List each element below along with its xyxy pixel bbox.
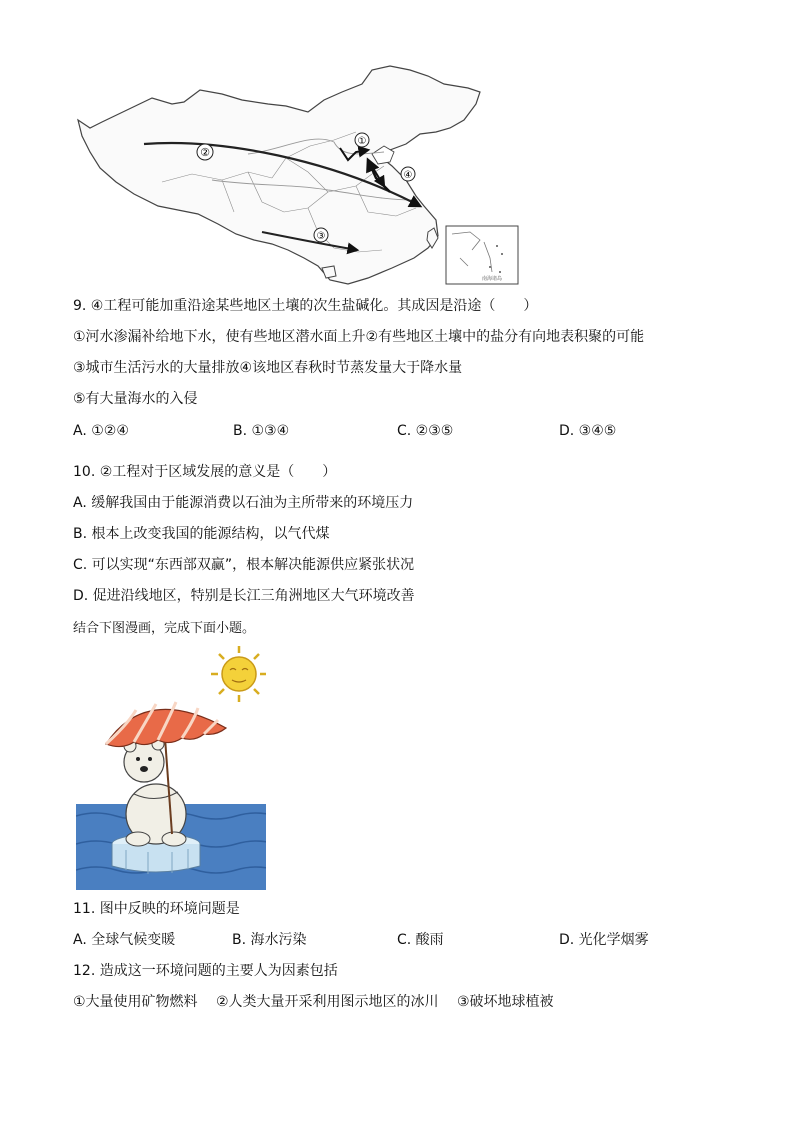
marker-4: [401, 167, 415, 181]
svg-text:②: ②: [200, 146, 210, 159]
q10-option-c[interactable]: C. 可以实现“东西部双赢”，根本解决能源供应紧张状况: [73, 557, 415, 573]
svg-text:①: ①: [357, 136, 367, 147]
q11-option-c[interactable]: C. 酸雨: [397, 932, 444, 948]
q11-stem: 11. 图中反映的环境问题是: [73, 901, 240, 917]
q12-stem: 12. 造成这一环境问题的主要人为因素包括: [73, 963, 338, 979]
q11-options: [73, 930, 713, 950]
china-map-figure: [72, 62, 522, 287]
q10-stem: 10. ②工程对于区域发展的意义是（ ）: [73, 464, 337, 480]
china-outline: [78, 66, 480, 284]
q9-option-b[interactable]: B. ①③④: [233, 423, 290, 439]
q10-option-b[interactable]: B. 根本上改变我国的能源结构，以气代煤: [73, 526, 330, 542]
cartoon-intro: 结合下图漫画，完成下面小题。: [73, 621, 256, 636]
marker-2: [197, 144, 213, 160]
q9-statement-3: ⑤有大量海水的入侵: [73, 391, 198, 407]
q10-option-a[interactable]: A. 缓解我国由于能源消费以石油为主所带来的环境压力: [73, 495, 414, 511]
q9-statement-2: ③城市生活污水的大量排放④该地区春秋时节蒸发量大于降水量: [73, 360, 463, 376]
q9-statement-1: ①河水渗漏补给地下水，使有些地区潜水面上升②有些地区土壤中的盐分有向地表积聚的可能: [73, 329, 645, 345]
q10-option-d[interactable]: D. 促进沿线地区，特别是长江三角洲地区大气环境改善: [73, 588, 415, 604]
svg-text:南海诸岛: 南海诸岛: [481, 276, 503, 282]
q11-option-d[interactable]: D. 光化学烟雾: [559, 932, 649, 948]
q9-stem: 9. ④工程可能加重沿途某些地区土壤的次生盐碱化。其成因是沿途（ ）: [73, 298, 538, 314]
q9-option-d[interactable]: D. ③④⑤: [559, 423, 617, 439]
q11-option-a[interactable]: A. 全球气候变暖: [73, 932, 176, 948]
q9-option-c[interactable]: C. ②③⑤: [397, 423, 454, 439]
q9-options: [73, 421, 713, 441]
svg-text:④: ④: [403, 170, 413, 181]
south-china-sea-inset: [446, 226, 518, 284]
marker-3: [314, 228, 328, 242]
q11-option-b[interactable]: B. 海水污染: [232, 932, 307, 948]
polar-bear-cartoon: [76, 644, 266, 890]
q9-option-a[interactable]: A. ①②④: [73, 423, 129, 439]
q12-statement-1: ①大量使用矿物燃料 ②人类大量开采利用图示地区的冰川 ③破坏地球植被: [73, 994, 554, 1010]
marker-1: [355, 133, 369, 147]
hainan-island: [322, 266, 336, 278]
svg-text:③: ③: [316, 231, 326, 242]
